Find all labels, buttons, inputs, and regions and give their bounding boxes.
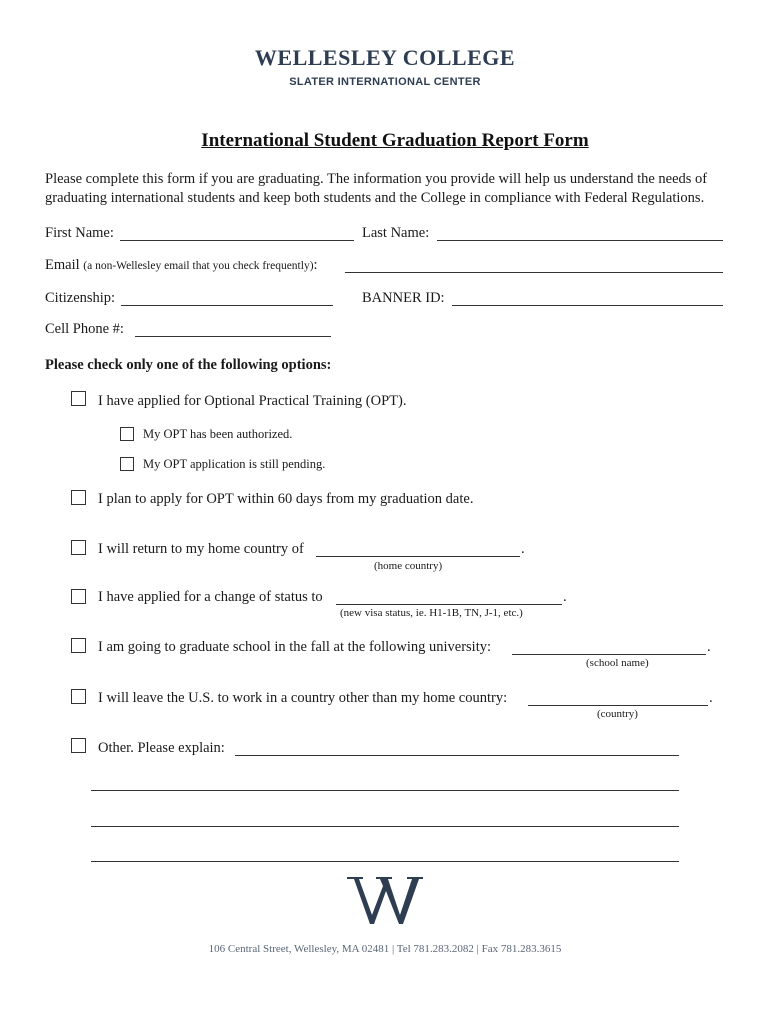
home-country-field[interactable]	[316, 556, 520, 557]
home-country-hint: (home country)	[374, 560, 443, 572]
center-name: SLATER INTERNATIONAL CENTER	[289, 76, 481, 88]
wellesley-w-logo	[345, 874, 425, 926]
school-name-hint: (school name)	[586, 657, 649, 669]
email-note: (a non-Wellesley email that you check frequently)	[83, 260, 314, 272]
banner-id-label: BANNER ID:	[362, 290, 445, 306]
opt-plan-label: I plan to apply for OPT within 60 days from my graduation date.	[98, 491, 474, 507]
period: .	[521, 541, 525, 557]
return-home-checkbox[interactable]	[71, 540, 86, 555]
cell-phone-field[interactable]	[135, 336, 331, 337]
opt-authorized-label: My OPT has been authorized.	[143, 427, 293, 441]
email-field[interactable]	[345, 272, 723, 273]
opt-applied-checkbox[interactable]	[71, 391, 86, 406]
citizenship-field[interactable]	[121, 305, 333, 306]
change-status-label: I have applied for a change of status to	[98, 589, 323, 605]
grad-school-label: I am going to graduate school in the fall at the following university:	[98, 639, 492, 655]
work-abroad-checkbox[interactable]	[71, 689, 86, 704]
period: .	[707, 639, 711, 655]
intro-text: Please complete this form if you are graduating. The information you provide will help us understand the needs of graduating international students and keep both students and the College in compliance with Federal Regulations.	[45, 171, 708, 206]
banner-id-field[interactable]	[452, 305, 723, 306]
opt-applied-label: I have applied for Optional Practical Training (OPT).	[98, 393, 407, 409]
return-home-label: I will return to my home country of	[98, 541, 304, 557]
opt-pending-label: My OPT application is still pending.	[143, 457, 326, 471]
college-name: WELLESLEY COLLEGE	[254, 45, 516, 70]
other-explain-line-3[interactable]	[91, 826, 679, 827]
other-checkbox[interactable]	[71, 738, 86, 753]
cell-phone-label: Cell Phone #:	[45, 321, 124, 337]
other-explain-line-4[interactable]	[91, 861, 679, 862]
work-country-field[interactable]	[528, 705, 708, 706]
period: .	[709, 690, 713, 706]
grad-school-checkbox[interactable]	[71, 638, 86, 653]
work-country-hint: (country)	[597, 708, 638, 720]
form-title: International Student Graduation Report Form	[201, 130, 589, 151]
email-label: Email	[45, 257, 80, 273]
change-status-checkbox[interactable]	[71, 589, 86, 604]
last-name-label: Last Name:	[362, 225, 430, 241]
last-name-field[interactable]	[437, 240, 723, 241]
other-explain-field[interactable]	[235, 755, 679, 756]
visa-status-hint: (new visa status, ie. H1-1B, TN, J-1, etc.)	[340, 607, 523, 619]
period: .	[563, 589, 567, 605]
work-abroad-label: I will leave the U.S. to work in a country other than my home country:	[98, 690, 508, 706]
first-name-label: First Name:	[45, 225, 114, 241]
opt-authorized-checkbox[interactable]	[120, 427, 134, 441]
email-row: Email (a non-Wellesley email that you check frequently):	[45, 257, 318, 273]
first-name-field[interactable]	[120, 240, 354, 241]
opt-plan-checkbox[interactable]	[71, 490, 86, 505]
opt-pending-checkbox[interactable]	[120, 457, 134, 471]
school-name-field[interactable]	[512, 654, 706, 655]
footer-address: 106 Central Street, Wellesley, MA 02481 | Tel 781.283.2082 | Fax 781.283.3615	[208, 943, 562, 955]
other-label: Other. Please explain:	[98, 740, 225, 756]
visa-status-field[interactable]	[336, 604, 562, 605]
other-explain-line-2[interactable]	[91, 790, 679, 791]
options-heading: Please check only one of the following options:	[45, 357, 332, 373]
citizenship-label: Citizenship:	[45, 290, 116, 306]
